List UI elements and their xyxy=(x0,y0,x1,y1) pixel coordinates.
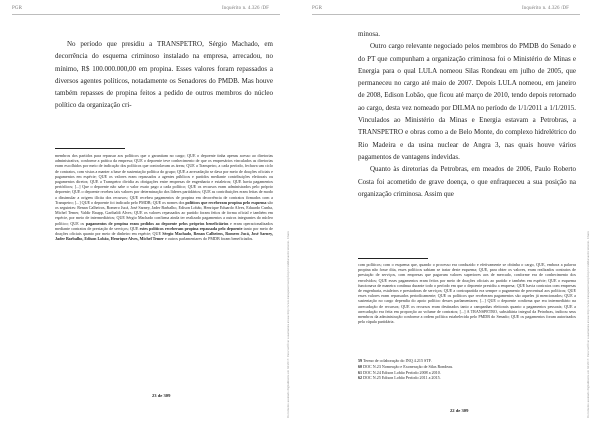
footnote-seg-bold: pagamentos de propina eram pedidos ao depoente pelos próprios beneficiários xyxy=(85,220,229,226)
footnote-seg: tanto por meio de doações oficiais quanto por meio de dinheiro em espécie; QUE xyxy=(55,225,273,237)
left-footnote-paragraph xyxy=(55,153,273,241)
left-body xyxy=(55,38,273,112)
reference-number: 61 xyxy=(358,369,363,375)
reference-number: 59 xyxy=(358,358,363,363)
footnote-seg: e outros parlamentares do PMDB foram beneficiados. xyxy=(163,236,254,242)
reference-item xyxy=(358,370,576,375)
reference-number: 60 xyxy=(358,363,363,369)
right-page-number: 22 de 309 xyxy=(450,408,469,413)
right-body-paragraph: minosa. xyxy=(358,30,380,38)
reference-text: DOC N.25 Edison Lobão Período 2011 a 2015. xyxy=(363,375,441,381)
reference-text: DOC N.23 Nomeação e Exoneração de Silas Rondeau. xyxy=(363,363,454,369)
footnote-seg: membros dos partidos para repassar aos políticos que o garantiam no cargo; QUE o depoente tinha apenas acesso ao diretorias administrativa, conforme a prática da empresa; QUE o depoente teve conhecimento de que os empresários vinculados as diretorias eram escolhidos por meio de indicação dos políticos que controlavam as áreas; QUE a Transpetro, a cada período, fechava um ciclo de contratos, com vistas a manter a base de sustentação política do grupo; QUE a arrecadação se dava por meio de doações oficiais e pagamentos em espécie; QUE os valores eram repassados a agentes públicos e partidos mediante contribuições eleitorais ou pagamentos diretos; QUE a Transpetro dividia as obrigações entre empresas de engenharia e estaleiros; QUE havia pagamentos periódicos; [...] Que o depoente não sabe o valor exato pago a cada político; QUE os recursos eram administrados pelo próprio depoente; QUE o depoente recebeu tais valores por determinação dos líderes partidários; QUE as contribuições eram feitas de modo a dissimular a origem ilícita dos recursos; QUE recebeu pagamentos de propina em decorrência de contratos firmados com a Transpetro; [...] QUE o depoente foi indicado pelo PMDB; QUE os nomes dos xyxy=(55,153,273,205)
left-margin-note: Documento assinado digitalmente em 04/2017. Para verificar a assinatura acesse http://www.transparencia.mpf.mp.br/validacaodocumento. Chave xyxy=(286,231,290,418)
footnote-seg: e eram operacionalizados mediante contratos de prestação de serviços; QUE xyxy=(55,220,273,231)
right-body-paragraph: Outro cargo relevante negociado pelos membros do PMDB do Senado e do PT que compunham a organização criminosa foi o Ministério de Minas e Energia para o qual LULA nomeou Silas Rondeau em julho de 2005, que permaneceu no cargo até maio de 2007. Depois LULA nomeou, em janeiro de 2008, Edison Lobão, que ficou até março de 2010, tendo depois retornado ao cargo, desta vez nomeado por DILMA no período de 1/1/2011 a 1/1/2015. Vinculados ao Ministério da Minas e Energia estavam a Petrobras, a TRANSPETRO e obras como a de Belo Monte, do complexo hidrelétrico do Rio Madeira e da usina nuclear de Angra 3, nas quais houve vários pagamentos de vantagens indevidas. xyxy=(358,42,576,161)
right-footnote-rule xyxy=(358,258,428,259)
left-header-right: Inquérito n. 4.326 /DF xyxy=(222,6,270,11)
right-page xyxy=(300,0,600,424)
footnote-seg-bold: estes políticos receberam propina repassada pelo depoente xyxy=(139,225,243,231)
left-footnote-rule xyxy=(55,148,125,149)
right-header-left: PGR xyxy=(312,6,323,11)
footnote-seg-bold: Sérgio Machado, Renan Calheiros, Romero Jucá, José Sarney, Jader Barbalho, Edison Lobão, Henrique Alves, Michel Temer xyxy=(55,231,273,242)
right-body-paragraph: Quanto às diretorias da Petrobras, em meados de 2006, Paulo Roberto Costa foi acometido de grave doença, o que enfraqueceu a sua posição na organização criminosa. Assim que xyxy=(358,165,576,198)
reference-item xyxy=(358,364,576,369)
reference-number: 62 xyxy=(358,375,363,381)
left-header-rule xyxy=(12,14,280,15)
right-body xyxy=(358,28,576,200)
right-margin-note: Documento assinado digitalmente em 04/2017. Para verificar a assinatura acesse http://www.transparencia.mpf.mp.br/validacaodocumento. Chave xyxy=(586,231,590,418)
reference-text: Termo de colaboração do INQ 4.215 STF. xyxy=(363,358,432,363)
right-footnote xyxy=(358,262,576,358)
reference-item xyxy=(358,358,576,363)
left-page-number: 23 de 309 xyxy=(152,393,171,398)
reference-text: DOC N.24 Edison Lobão Período 2008 a 2010. xyxy=(363,369,441,375)
right-footnote-paragraph: com políticos; com o esquema que, quando o processo era conduzido e efetivamente se obtinha o cargo, QUE, embora a palavra propina não fosse dita, esses políticos sabiam se tratar deste esquema; QUE, para obter os valores, eram realizados contratos de prestação de serviços, com empresas que pagavam valores superiores aos de mercado, conforme era de conhecimento dos envolvidos; QUE esses pagamentos eram feitos por meio de doações oficiais ao partido e também em espécie; QUE o esquema funcionava de maneira contínua durante todo o período em que o depoente presidiu a empresa; QUE havia contratos com empresas de engenharia, estaleiros e prestadoras de serviços; QUE a contrapartida era sempre o pagamento de percentual aos políticos; QUE esses valores eram repassados periodicamente; QUE os políticos que receberam pagamentos são aqueles já mencionados; QUE a sustentação no cargo dependia do apoio político desses parlamentares; [...] QUE o depoente confirma que era intermediário na arrecadação de recursos; QUE os recursos eram destinados tanto a campanhas eleitorais quanto a pagamentos pessoais; QUE a arrecadação era feita em proporção ao volume de contratos; [...] A TRANSPETRO, subsidiária integral da Petrobras, indicou seus membros da administração conforme a ordem política estabelecida pelo PMDB do Senado; QUE os pagamentos foram autorizados pela cúpula partidária. xyxy=(358,262,576,325)
reference-item xyxy=(358,375,576,380)
left-header-left: PGR xyxy=(12,6,23,11)
right-header-rule xyxy=(312,14,580,15)
footnote-seg: são os seguintes: Renan Calheiros, Romero Jucá, José Sarney, Jader Barbalho, Edison Lobão, Henrique Eduardo Alves, Eduardo Cunha, Michel Temer, Valdir Raupp, Garibaldi Alves; QUE os valores repassados ao partido foram feitos de forma oficial e também em espécie, por meio de intermediários; QUE Sérgio Machado confirma ainda ter realizado pagamentos a outros integrantes do núcleo político; QUE os xyxy=(55,199,273,226)
footnote-seg-bold: políticos que receberam propina pelo esquema xyxy=(185,199,267,205)
right-references xyxy=(358,358,576,386)
left-body-paragraph: No período que presidiu a TRANSPETRO, Sérgio Machado, em decorrência do esquema criminoso instalado na empresa, arrecadou, no mínimo, R$ 100.000.000,00 em propina. Esses valores foram repassados a diversos agentes políticos, notadamente os Senadores do PMDB. Mas houve também repasses de propina feitos a pedido de outros membros do núcleo político da organização cri- xyxy=(55,40,273,110)
left-footnote xyxy=(55,153,273,385)
right-header-right: Inquérito n. 4.326 /DF xyxy=(522,6,570,11)
